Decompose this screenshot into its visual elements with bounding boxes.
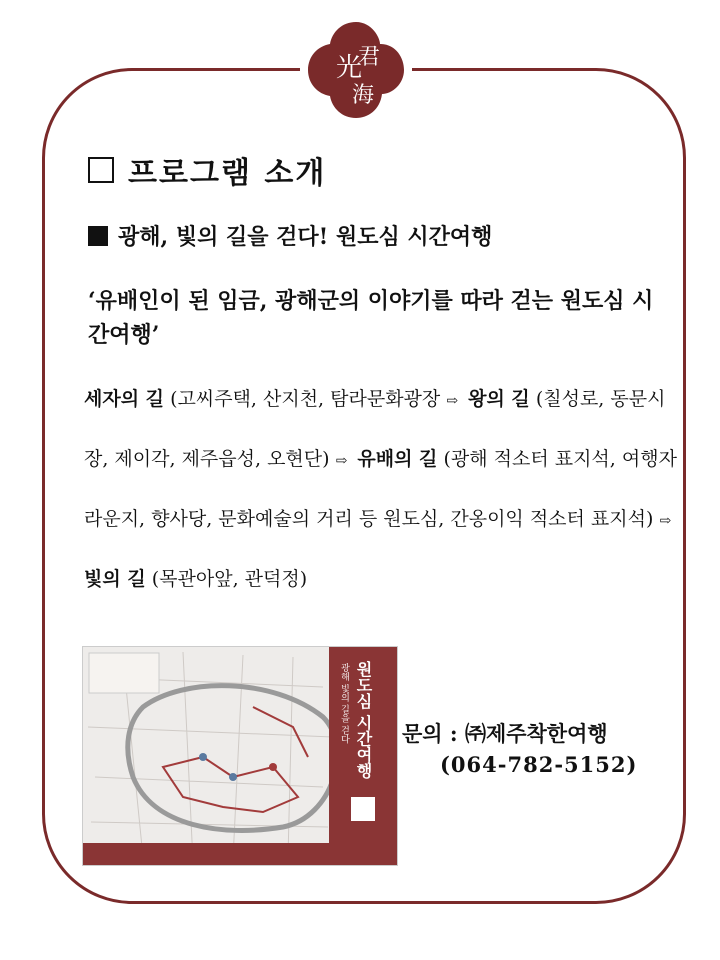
svg-text:君: 君: [358, 45, 381, 70]
route-name: 왕의 길: [468, 388, 530, 410]
route-description: [84, 370, 684, 608]
contact-label: 문의 : ㈜제주착한여행: [402, 721, 608, 746]
emblem-logo: [300, 14, 412, 126]
svg-text:光: 光: [336, 53, 363, 83]
arrow-right-icon: ⇨: [335, 453, 348, 469]
route-places: (고씨주택, 산지천, 탐라문화광장: [170, 388, 441, 410]
svg-text:海: 海: [352, 83, 375, 108]
route-name: 빛의 길: [84, 568, 146, 590]
route-map: [82, 646, 398, 866]
page-title: 프로그램 소개: [128, 156, 327, 191]
arrow-right-icon: ⇨: [446, 393, 459, 409]
program-heading: [88, 220, 492, 251]
contact-phone: (064-782-5152): [440, 752, 638, 777]
program-quote: ‘유배인이 된 임금, 광해군의 이야기를 따라 걷는 원도심 시간여행’: [88, 288, 654, 348]
map-title: 원도심 시간여행: [354, 661, 373, 779]
route-places: (목관아앞, 관덕정): [151, 568, 308, 590]
arrow-right-icon: ⇨: [659, 513, 672, 529]
gwanghae-emblem-icon: [300, 14, 412, 126]
route-places: (광해 적소터 표지석, 여행자라운지, 향사당, 문화예술의 거리 등 원도심, 간옹이익 적소터 표지석): [84, 448, 677, 530]
section-heading: [88, 148, 326, 192]
checkbox-icon: [88, 157, 114, 183]
route-places: (칠성로, 동문시장, 제이각, 제주읍성, 오현단): [84, 388, 666, 470]
route-name: 세자의 길: [84, 388, 165, 410]
square-bullet-icon: [88, 226, 108, 246]
route-name: 유배의 길: [357, 448, 438, 470]
program-title: 광해, 빛의 길을 걷다! 원도심 시간여행: [118, 224, 493, 250]
map-subtitle: 광해 빛의 길을 걷다: [339, 663, 349, 744]
